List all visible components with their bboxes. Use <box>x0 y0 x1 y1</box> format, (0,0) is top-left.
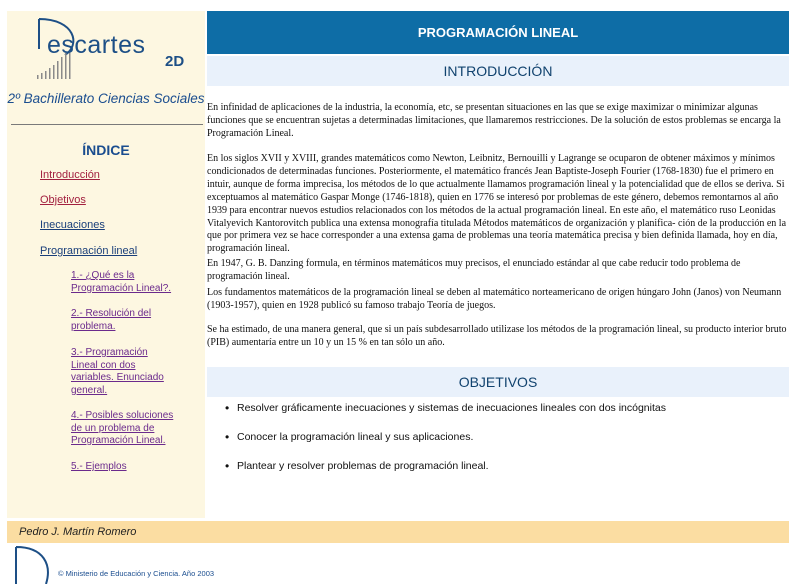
section-heading-objetivos: OBJETIVOS <box>207 367 789 397</box>
sidebar-item-introduccion[interactable]: Introducción <box>40 169 100 181</box>
objective-item: • Conocer la programación lineal y sus aplicaciones. <box>237 431 777 460</box>
objective-item: • Resolver gráficamente inecuaciones y sistemas de inecuaciones lineales con dos incógnitas <box>237 402 777 431</box>
author-name: Pedro J. Martín Romero <box>19 526 137 538</box>
objectives-list <box>237 402 777 489</box>
logo-text: escartes <box>47 31 146 59</box>
objective-item: • Plantear y resolver problemas de programación lineal. <box>237 460 777 489</box>
sidebar-subitem-que-es[interactable] <box>71 270 181 295</box>
subitem-line: de un problema de <box>71 422 155 434</box>
subitem-line: 1.- ¿Qué es la <box>71 270 135 281</box>
intro-paragraph-3: En 1947, G. B. Danzing formula, en términos matemáticos muy precisos, el enunciado estándar al que cabe reducir todo problema de programación lineal. <box>207 258 741 282</box>
descartes-logo <box>35 15 195 87</box>
sidebar-item-objetivos[interactable]: Objetivos <box>40 194 86 206</box>
index-title: ÍNDICE <box>82 142 130 158</box>
sidebar-subitem-ejemplos[interactable] <box>71 461 181 474</box>
section-heading-introduccion: INTRODUCCIÓN <box>207 56 789 86</box>
course-level: 2º Bachillerato Ciencias Sociales <box>7 91 205 106</box>
subitem-line: 2.- Resolución del <box>71 308 152 319</box>
sidebar <box>7 11 205 518</box>
sidebar-divider <box>11 124 203 125</box>
subitem-line: Programación Lineal. <box>71 435 166 446</box>
sidebar-subitem-posibles-soluciones[interactable] <box>71 410 181 448</box>
copyright-text: © Ministerio de Educación y Ciencia. Año 2003 <box>58 569 215 578</box>
intro-paragraph-1: En infinidad de aplicaciones de la industria, la economía, etc, se presentan situaciones en las que se exige maximizar o minimizar algunas funciones que se encuentran sujetas a determinadas limitaciones, que llamaremos restricciones. De la solución de estos problemas se encarga la Programación Lineal. <box>207 102 781 139</box>
page-title: PROGRAMACIÓN LINEAL <box>207 11 789 54</box>
subitem-line: 3.- Programación <box>71 347 148 358</box>
subitem-line: Programación Lineal?. <box>71 282 172 294</box>
sidebar-subitem-dos-variables[interactable] <box>71 347 181 397</box>
sidebar-subitem-resolucion[interactable] <box>71 308 181 333</box>
subitem-line: 5.- Ejemplos <box>71 461 127 472</box>
descartes-small-logo-icon <box>14 545 54 584</box>
subitem-line: general. <box>71 384 108 396</box>
intro-paragraph-5: Se ha estimado, de una manera general, que si un país subdesarrollado utilizase los métodos de la programación lineal, su producto interior bruto (PIB) aumentaría entre un 10 y un 15 % en tan sólo un año. <box>207 324 787 348</box>
subitem-line: 4.- Posibles soluciones <box>71 410 174 421</box>
subitem-line: problema. <box>71 320 116 332</box>
subitem-line: variables. Enunciado <box>71 372 164 383</box>
sidebar-item-inecuaciones[interactable]: Inecuaciones <box>40 219 105 231</box>
intro-paragraph-4: Los fundamentos matemáticos de la programación lineal se deben al matemático norteamericano de origen húngaro John (Janos) von Neumann (1903-1957), quien en 1928 publicó su famoso trabajo Teoría de juegos. <box>207 287 782 311</box>
logo-sub: 2D <box>165 53 185 70</box>
footer-bar <box>7 521 789 543</box>
intro-paragraph-2: En los siglos XVII y XVIII, grandes matemáticos como Newton, Leibnitz, Bernouilli y Lagrange se ocuparon de obtener máximos y mínimos condicionados de determinadas funciones. Posteriormente, el matemático francés Jean Baptiste-Joseph Fourier (1768-1830) fue el primero en intuir, aunque de forma imprecisa, los métodos de lo que actualmente llamamos programación lineal y la potencialidad que de ellos se deriva. Si exceptuamos al matemático Gaspar Monge (1746-1818), quien en 1776 se interesó por problemas de este género, debemos remontarnos al año 1939 para encontrar nuevos estudios relacionados con los métodos de la actual programación lineal. En este año, el matemático ruso Leonidas Vitalyevich Kantorovitch publica una extensa monografía titulada Métodos matemáticos de organización y planifica- ción de la producción en la que por primera vez se hace corresponder a una extensa gama de problemas una teoría matemática precisa y bien definida llamada, hoy en día, programación lineal. <box>207 153 787 255</box>
subitem-line: Lineal con dos <box>71 359 136 371</box>
sidebar-item-programacion-lineal[interactable]: Programación lineal <box>40 245 138 257</box>
